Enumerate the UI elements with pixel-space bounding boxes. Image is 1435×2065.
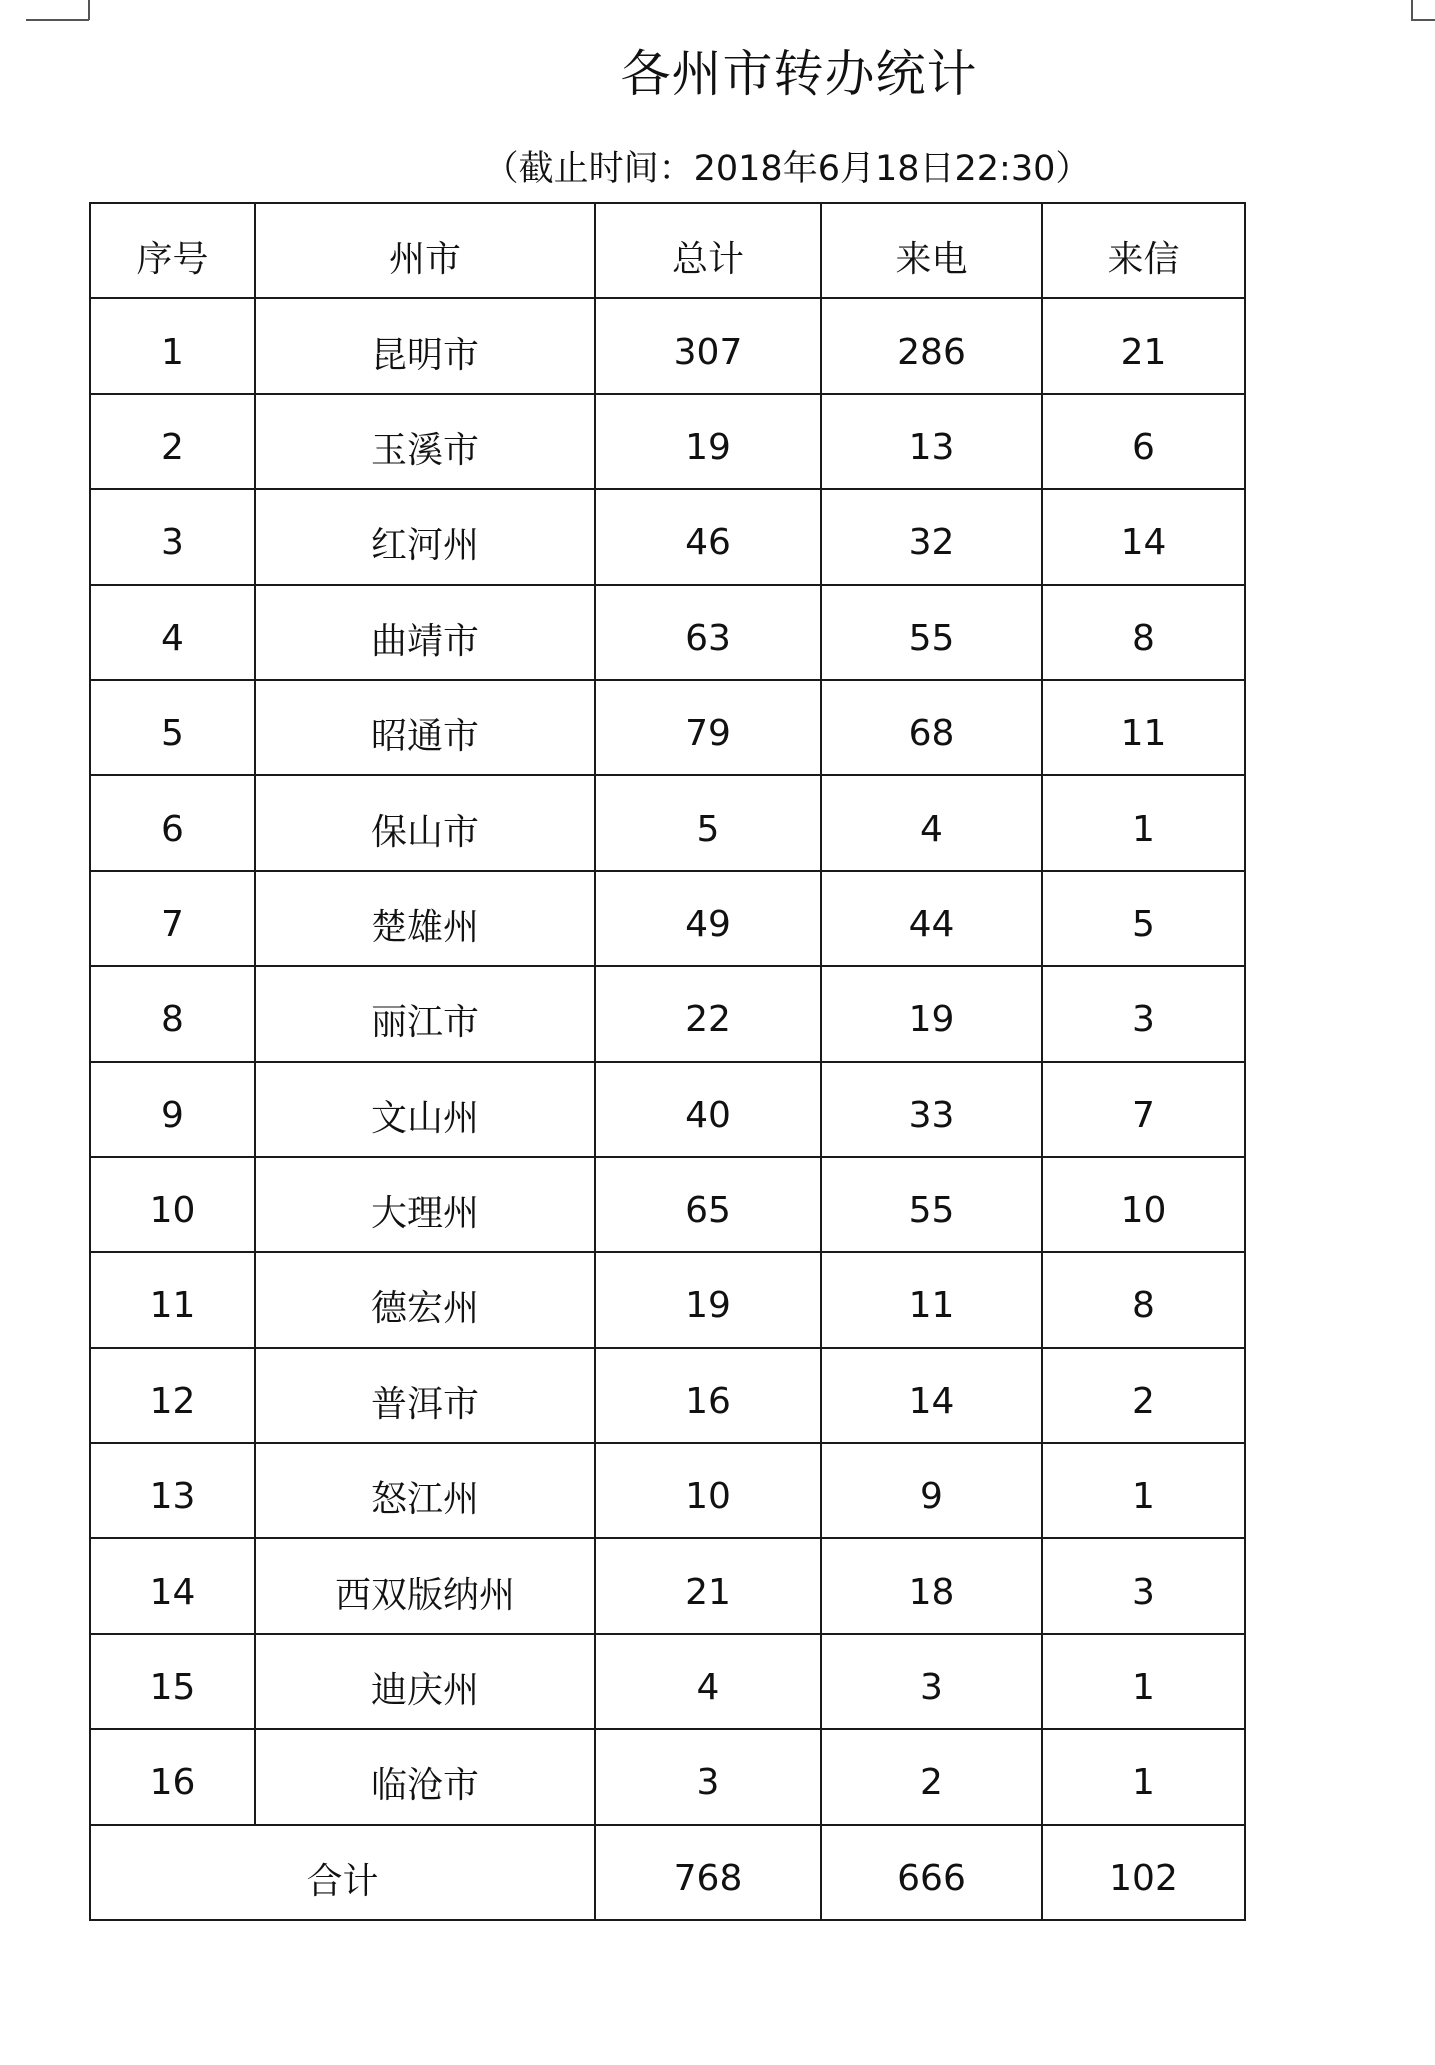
- cell-total: 63: [595, 585, 821, 680]
- cell-total: 16: [595, 1348, 821, 1443]
- table-row: [90, 1348, 1245, 1443]
- table-row: [90, 1729, 1245, 1824]
- cell-region: 怒江州: [255, 1443, 595, 1538]
- cell-letters: 21: [1042, 298, 1245, 393]
- cell-total: 307: [595, 298, 821, 393]
- crop-mark-top-left-vertical: [88, 0, 90, 20]
- header-index: 序号: [90, 203, 255, 298]
- cell-index: 8: [90, 966, 255, 1061]
- summary-letters: 102: [1042, 1825, 1245, 1920]
- cell-index: 13: [90, 1443, 255, 1538]
- table-row: [90, 1538, 1245, 1633]
- cell-region: 玉溪市: [255, 394, 595, 489]
- cell-region: 临沧市: [255, 1729, 595, 1824]
- cell-letters: 1: [1042, 1443, 1245, 1538]
- crop-mark-top-left-horizontal: [26, 19, 89, 21]
- cell-total: 79: [595, 680, 821, 775]
- header-letters: 来信: [1042, 203, 1245, 298]
- cell-calls: 4: [821, 775, 1042, 870]
- cell-region: 丽江市: [255, 966, 595, 1061]
- cell-letters: 2: [1042, 1348, 1245, 1443]
- cell-total: 4: [595, 1634, 821, 1729]
- table-row: [90, 871, 1245, 966]
- cell-calls: 14: [821, 1348, 1042, 1443]
- cell-region: 曲靖市: [255, 585, 595, 680]
- cell-letters: 8: [1042, 1252, 1245, 1347]
- cell-letters: 11: [1042, 680, 1245, 775]
- cell-calls: 9: [821, 1443, 1042, 1538]
- cell-index: 12: [90, 1348, 255, 1443]
- cell-index: 5: [90, 680, 255, 775]
- cell-letters: 7: [1042, 1062, 1245, 1157]
- header-total: 总计: [595, 203, 821, 298]
- cell-total: 19: [595, 394, 821, 489]
- summary-calls: 666: [821, 1825, 1042, 1920]
- crop-mark-top-right-vertical: [1411, 0, 1413, 20]
- cell-total: 10: [595, 1443, 821, 1538]
- cell-region: 昆明市: [255, 298, 595, 393]
- cell-calls: 55: [821, 1157, 1042, 1252]
- summary-row: [90, 1825, 1245, 1920]
- cell-region: 楚雄州: [255, 871, 595, 966]
- table-row: [90, 1062, 1245, 1157]
- header-row: [90, 203, 1245, 298]
- cell-calls: 19: [821, 966, 1042, 1061]
- cell-index: 6: [90, 775, 255, 870]
- cell-total: 5: [595, 775, 821, 870]
- table-body: [90, 298, 1245, 1824]
- cell-calls: 13: [821, 394, 1042, 489]
- cell-calls: 68: [821, 680, 1042, 775]
- cell-index: 11: [90, 1252, 255, 1347]
- cell-calls: 2: [821, 1729, 1042, 1824]
- cell-region: 普洱市: [255, 1348, 595, 1443]
- table-row: [90, 775, 1245, 870]
- cell-index: 4: [90, 585, 255, 680]
- cell-calls: 286: [821, 298, 1042, 393]
- cell-total: 65: [595, 1157, 821, 1252]
- cell-total: 19: [595, 1252, 821, 1347]
- cell-total: 21: [595, 1538, 821, 1633]
- cell-letters: 6: [1042, 394, 1245, 489]
- summary-total: 768: [595, 1825, 821, 1920]
- cell-index: 15: [90, 1634, 255, 1729]
- table-row: [90, 394, 1245, 489]
- cell-letters: 3: [1042, 966, 1245, 1061]
- table-row: [90, 680, 1245, 775]
- cell-region: 西双版纳州: [255, 1538, 595, 1633]
- header-region: 州市: [255, 203, 595, 298]
- cell-total: 3: [595, 1729, 821, 1824]
- document-title: 各州市转办统计: [620, 45, 978, 103]
- cell-region: 文山州: [255, 1062, 595, 1157]
- cell-calls: 44: [821, 871, 1042, 966]
- cell-index: 10: [90, 1157, 255, 1252]
- cell-letters: 1: [1042, 1634, 1245, 1729]
- statistics-table: [89, 202, 1246, 1921]
- cell-letters: 14: [1042, 489, 1245, 584]
- cell-index: 7: [90, 871, 255, 966]
- cell-calls: 11: [821, 1252, 1042, 1347]
- cell-total: 40: [595, 1062, 821, 1157]
- cell-index: 16: [90, 1729, 255, 1824]
- table-row: [90, 1443, 1245, 1538]
- table-row: [90, 489, 1245, 584]
- table-row: [90, 1252, 1245, 1347]
- cell-letters: 10: [1042, 1157, 1245, 1252]
- cell-total: 49: [595, 871, 821, 966]
- crop-mark-top-right-horizontal: [1411, 19, 1435, 21]
- cell-letters: 1: [1042, 1729, 1245, 1824]
- table-row: [90, 966, 1245, 1061]
- cell-calls: 32: [821, 489, 1042, 584]
- table-row: [90, 585, 1245, 680]
- cell-region: 迪庆州: [255, 1634, 595, 1729]
- cell-region: 昭通市: [255, 680, 595, 775]
- cell-letters: 3: [1042, 1538, 1245, 1633]
- cell-index: 1: [90, 298, 255, 393]
- document-subtitle: （截止时间：2018年6月18日22:30）: [483, 149, 1091, 189]
- table-row: [90, 1157, 1245, 1252]
- cell-letters: 8: [1042, 585, 1245, 680]
- cell-total: 46: [595, 489, 821, 584]
- cell-region: 德宏州: [255, 1252, 595, 1347]
- cell-index: 3: [90, 489, 255, 584]
- summary-label: 合计: [90, 1825, 595, 1920]
- cell-index: 9: [90, 1062, 255, 1157]
- cell-index: 2: [90, 394, 255, 489]
- header-calls: 来电: [821, 203, 1042, 298]
- table-row: [90, 298, 1245, 393]
- cell-index: 14: [90, 1538, 255, 1633]
- cell-region: 大理州: [255, 1157, 595, 1252]
- cell-calls: 55: [821, 585, 1042, 680]
- cell-total: 22: [595, 966, 821, 1061]
- table-row: [90, 1634, 1245, 1729]
- cell-calls: 18: [821, 1538, 1042, 1633]
- cell-calls: 33: [821, 1062, 1042, 1157]
- cell-region: 红河州: [255, 489, 595, 584]
- cell-letters: 1: [1042, 775, 1245, 870]
- cell-letters: 5: [1042, 871, 1245, 966]
- cell-region: 保山市: [255, 775, 595, 870]
- cell-calls: 3: [821, 1634, 1042, 1729]
